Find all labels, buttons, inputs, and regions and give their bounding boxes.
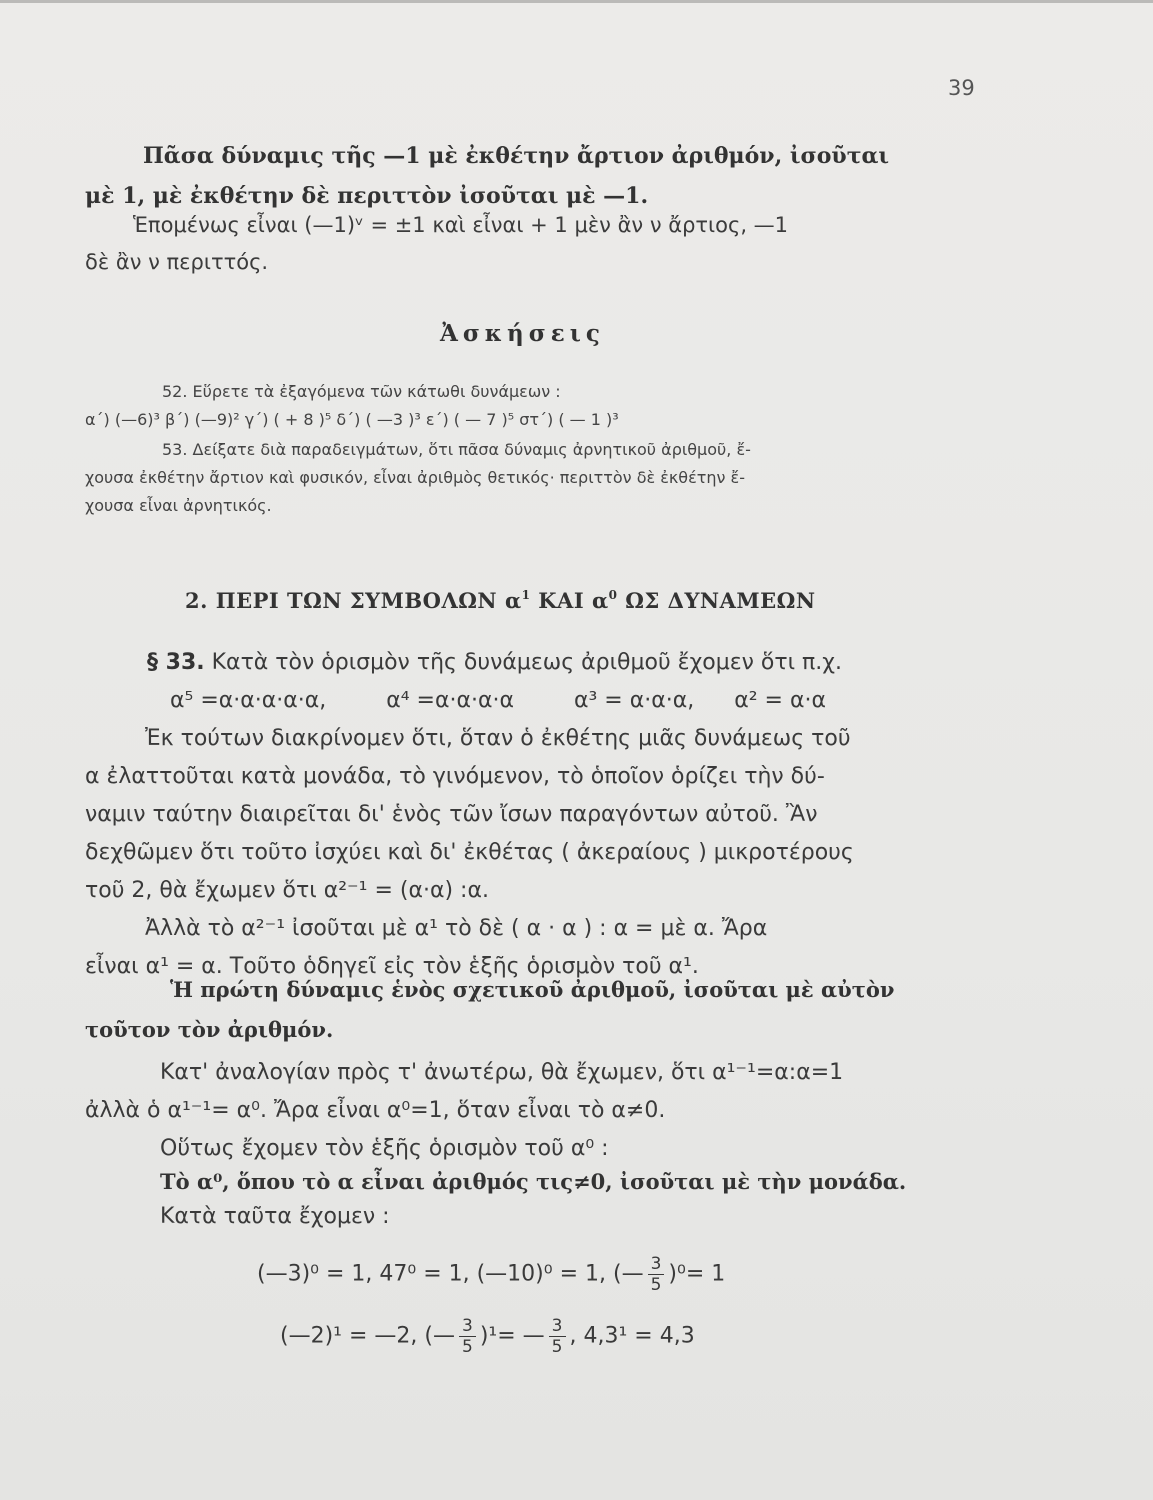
section-sup-1: 1 — [521, 588, 531, 602]
paragraph-33-text-6: Ἀλλὰ τὸ α²⁻¹ ἰσοῦται μὲ α¹ τὸ δὲ ( α · α ) : α = μὲ α. Ἄρα — [145, 916, 768, 941]
consequence-line-2: δὲ ἂν ν περιττός. — [85, 250, 269, 274]
example-row-2-end: , 4,3¹ = 4,3 — [569, 1323, 695, 1349]
definition-zero-power — [85, 1162, 977, 1202]
fraction-numerator: 3 — [549, 1316, 566, 1337]
definition-first-power — [85, 970, 977, 1050]
example-row-2-text: (—2)¹ = —2, — [280, 1323, 418, 1349]
page-top-edge — [0, 0, 1153, 3]
fraction-3-5 — [459, 1316, 476, 1357]
paragraph-33-text-3: ναμιν ταύτην διαιρεῖται δι' ἑνὸς τῶν ἴσων παραγόντων αὐτοῦ. Ἂν — [85, 802, 818, 827]
rule-line-1: Πᾶσα δύναμις τῆς —1 μὲ ἐκθέτην ἄρτιον ἀριθμόν, ἰσοῦται — [143, 143, 890, 169]
paragraph-33-text-4: δεχθῶμεν ὅτι τοῦτο ἰσχύει καὶ δι' ἐκθέτας ( ἀκεραίους ) μικροτέρους — [85, 840, 854, 865]
paragraph-33 — [85, 644, 977, 986]
section-heading — [185, 588, 816, 613]
fraction-denominator: 5 — [650, 1275, 662, 1295]
paragraph-33-text-1: Ἐκ τούτων διακρίνομεν ὅτι, ὅταν ὁ ἐκθέτης μιᾶς δυνάμεως τοῦ — [145, 726, 851, 751]
equation-a4: α⁴ =α·α·α·α — [386, 688, 514, 713]
definition-first-power-line-1: Ἡ πρώτη δύναμις ἑνὸς σχετικοῦ ἀριθμοῦ, ἰσοῦται μὲ αὐτὸν — [170, 977, 895, 1002]
exercise-53 — [85, 436, 977, 520]
analogy-line-3: Οὕτως ἔχομεν τὸν ἑξῆς ὁρισμὸν τοῦ α⁰ : — [160, 1136, 609, 1161]
section-heading-mid: ΚΑΙ α — [530, 588, 609, 613]
definition-zero-power-line: Τὸ α⁰, ὅπου τὸ α εἶναι ἀριθμός τις≠0, ἰσοῦται μὲ τὴν μονάδα. — [160, 1169, 907, 1194]
therefore-line: Κατὰ ταῦτα ἔχομεν : — [160, 1204, 390, 1229]
example-row-2-close: )¹= — — [479, 1323, 545, 1349]
exercise-53-line-3: χουσα εἶναι ἀρνητικός. — [85, 496, 272, 515]
exercise-52 — [85, 378, 977, 434]
analogy-paragraph — [85, 1054, 977, 1168]
paragraph-33-text-7: εἶναι α¹ = α. Τοῦτο ὁδηγεῖ εἰς τὸν ἑξῆς ὁρισμὸν τοῦ α¹. — [85, 954, 699, 979]
equation-a5: α⁵ =α·α·α·α·α, — [170, 688, 327, 713]
fraction-denominator: 5 — [462, 1337, 473, 1357]
fraction-numerator: 3 — [648, 1254, 665, 1275]
therefore-paragraph — [85, 1198, 977, 1236]
paragraph-33-text-2: α ἐλαττοῦται κατὰ μονάδα, τὸ γινόμενον, τὸ ὁποῖον ὁρίζει τὴν δύ- — [85, 764, 825, 789]
example-row-1-text: (—3)⁰ = 1, 47⁰ = 1, (—10)⁰ = 1, — [257, 1261, 606, 1287]
consequence-line-1: Ἑπομένως εἶναι (—1)ᵛ = ±1 καὶ εἶναι + 1 μὲν ἂν ν ἄρτιος, —1 — [133, 213, 789, 237]
example-row-1 — [257, 1254, 725, 1295]
exercise-53-line-2: χουσα ἐκθέτην ἄρτιον καὶ φυσικόν, εἶναι ἀριθμὸς θετικός· περιττὸν δὲ ἐκθέτην ἔ- — [85, 468, 745, 487]
page-number: 39 — [948, 76, 975, 100]
example-row-1-open: (— — [613, 1261, 644, 1287]
fraction-denominator: 5 — [551, 1337, 563, 1357]
exercises-heading: Ἀσκήσεις — [440, 320, 605, 347]
example-row-1-close: )⁰= 1 — [668, 1261, 726, 1287]
paragraph-33-label: § 33. — [147, 650, 205, 675]
exercise-52-prompt: 52. Εὕρετε τὰ ἐξαγόμενα τῶν κάτωθι δυνάμεων : — [162, 382, 561, 401]
section-sup-0: 0 — [608, 588, 618, 602]
exercise-53-line-1: 53. Δείξατε διὰ παραδειγμάτων, ὅτι πᾶσα δύναμις ἀρνητικοῦ ἀριθμοῦ, ἔ- — [162, 440, 751, 459]
equation-a2: α² = α·α — [734, 688, 826, 713]
paragraph-33-intro-line — [85, 644, 977, 682]
analogy-line-1: Κατ' ἀναλογίαν πρὸς τ' ἀνωτέρω, θὰ ἔχωμεν, ὅτι α¹⁻¹=α:α=1 — [160, 1060, 844, 1085]
fraction-numerator: 3 — [459, 1316, 476, 1337]
fraction-3-5 — [549, 1316, 566, 1357]
analogy-line-2: ἀλλὰ ὁ α¹⁻¹= α⁰. Ἄρα εἶναι α⁰=1, ὅταν εἶναι τὸ α≠0. — [85, 1098, 666, 1123]
example-row-2 — [280, 1316, 695, 1357]
rule-line-2: μὲ 1, μὲ ἐκθέτην δὲ περιττὸν ἰσοῦται μὲ —1. — [85, 183, 649, 209]
paragraph-33-text-5: τοῦ 2, θὰ ἔχωμεν ὅτι α²⁻¹ = (α·α) :α. — [85, 878, 489, 903]
consequence-paragraph — [85, 207, 977, 281]
definition-first-power-line-2: τοῦτον τὸν ἀριθμόν. — [85, 1017, 334, 1042]
fraction-3-5 — [648, 1254, 665, 1295]
rule-minus-one — [85, 136, 977, 216]
section-heading-suffix: ΩΣ ΔΥΝΑΜΕΩΝ — [617, 588, 816, 613]
power-equations — [85, 682, 977, 720]
example-row-2-open: (— — [424, 1323, 455, 1349]
section-heading-prefix: 2. ΠΕΡΙ ΤΩΝ ΣΥΜΒΟΛΩΝ α — [185, 588, 522, 613]
paragraph-33-intro: Κατὰ τὸν ὁρισμὸν τῆς δυνάμεως ἀριθμοῦ ἔχομεν ὅτι π.χ. — [204, 650, 842, 675]
equation-a3: α³ = α·α·α, — [573, 688, 695, 713]
exercise-52-items: α΄) (—6)³ β΄) (—9)² γ΄) ( + 8 )⁵ δ΄) ( —3 )³ ε΄) ( — 7 )⁵ στ΄) ( — 1 )³ — [85, 410, 619, 429]
